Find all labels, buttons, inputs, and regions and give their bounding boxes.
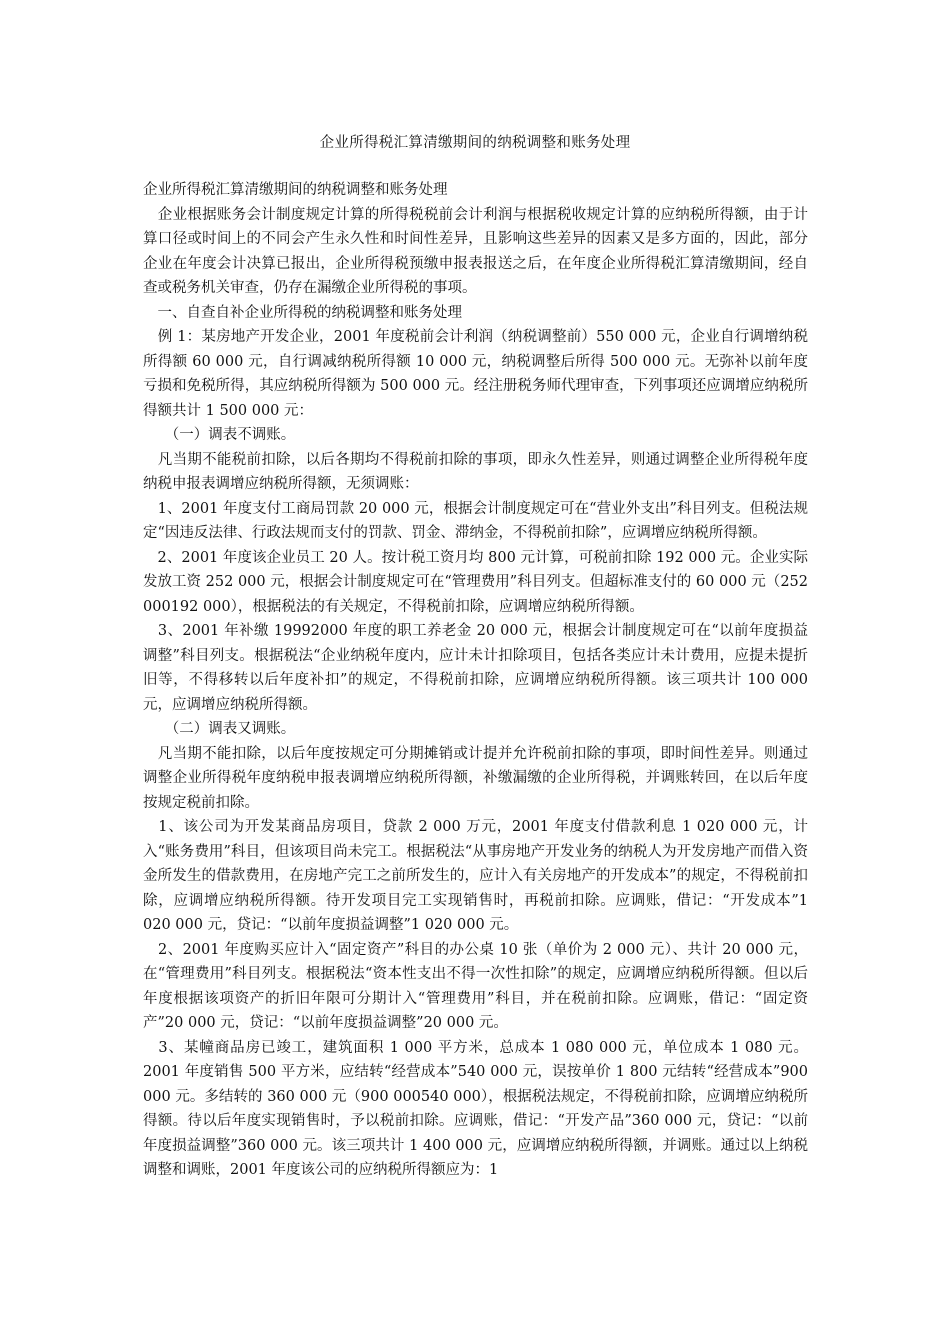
paragraph-sub-1: （一）调表不调账。 <box>143 427 296 443</box>
paragraph-sub-2-desc: 凡当期不能扣除，以后年度按规定可分期摊销或计提并允许税前扣除的事项，即时间性差异。则通过调整企业所得税年度纳税申报表调增应纳税所得额，补缴漏缴的企业所得税，并调账转回，在以后年度按规定税前扣除。 <box>143 745 808 811</box>
document-title: 企业所得税汇算清缴期间的纳税调整和账务处理 <box>319 135 631 151</box>
paragraph-item-2-1: 1、该公司为开发某商品房项目，贷款 2 000 万元，2001 年度支付借款利息 1 020 000 元，计入“账务费用”科目，但该项目尚未完工。根据税法“从事房地产开发业务的纳税人为开发房地产而借入资金所发生的借款费用，在房地产完工之前所发生的，应计入有关房地产的开发成本”的规定，不得税前扣除，应调增应纳税所得额。待开发项目完工实现销售时，再税前扣除。应调账，借记：“开发成本”1 020 000 元，贷记：“以前年度损益调整”1 020 000 元。 <box>143 819 808 933</box>
paragraph-heading: 企业所得税汇算清缴期间的纳税调整和账务处理 <box>143 182 448 198</box>
paragraph-example-1: 例 1：某房地产开发企业，2001 年度税前会计利润（纳税调整前）550 000 元，企业自行调增纳税所得额 60 000 元，自行调减纳税所得额 10 000 元，纳税调整后所得 500 000 元。无弥补以前年度亏损和免税所得，其应纳税所得额为 500 000 元。经注册税务师代理审查，下列事项还应调增应纳税所得额共计 1 500 000 元： <box>143 329 808 419</box>
paragraph-item-2-3: 3、某幢商品房已竣工，建筑面积 1 000 平方米，总成本 1 080 000 元，单位成本 1 080 元。2001 年度销售 500 平方米，应结转“经营成本”540 000 元，误按单价 1 800 元结转“经营成本”900 000 元。多结转的 360 000 元（900 000540 000），根据税法规定，不得税前扣除，应调增应纳税所得额。待以后年度实现销售时，予以税前扣除。应调账，借记：“开发产品”360 000 元，贷记：“以前年度损益调整”360 000 元。该三项共计 1 400 000 元，应调增应纳税所得额，并调账。通过以上纳税调整和调账，2001 年度该公司的应纳税所得额应为：1 <box>143 1039 808 1178</box>
paragraph-sub-2: （二）调表又调账。 <box>143 721 296 737</box>
paragraph-item-1-1: 1、2001 年度支付工商局罚款 20 000 元，根据会计制度规定可在“营业外支出”科目列支。但税法规定“因违反法律、行政法规而支付的罚款、罚金、滞纳金，不得税前扣除”，应调增应纳税所得额。 <box>143 500 808 541</box>
paragraph-item-1-2: 2、2001 年度该企业员工 20 人。按计税工资月均 800 元计算，可税前扣除 192 000 元。企业实际发放工资 252 000 元，根据会计制度规定可在“管理费用”科目列支。但超标准支付的 60 000 元（252 000192 000），根据税法的有关规定，不得税前扣除，应调增应纳税所得额。 <box>143 549 808 615</box>
paragraph-sub-1-desc: 凡当期不能税前扣除，以后各期均不得税前扣除的事项，即永久性差异，则通过调整企业所得税年度纳税申报表调增应纳税所得额，无须调账： <box>143 451 808 492</box>
paragraph-item-1-3: 3、2001 年补缴 19992000 年度的职工养老金 20 000 元，根据会计制度规定可在“以前年度损益调整”科目列支。根据税法“企业纳税年度内，应计未计扣除项目，包括各类应计未计费用，应提未提折旧等，不得移转以后年度补扣”的规定，不得税前扣除，应调增应纳税所得额。该三项共计 100 000 元，应调增应纳税所得额。 <box>143 623 808 713</box>
document-body <box>143 178 808 1183</box>
paragraph-item-2-2: 2、2001 年度购买应计入“固定资产”科目的办公桌 10 张（单价为 2 000 元）、共计 20 000 元，在“管理费用”科目列支。根据税法“资本性支出不得一次性扣除”的规定，应调增应纳税所得额。但以后年度根据该项资产的折旧年限可分期计入“管理费用”科目，并在税前扣除。应调账，借记：“固定资产”20 000 元，贷记：“以前年度损益调整”20 000 元。 <box>143 941 808 1031</box>
paragraph-intro: 企业根据账务会计制度规定计算的所得税税前会计利润与根据税收规定计算的应纳税所得额，由于计算口径或时间上的不同会产生永久性和时间性差异，且影响这些差异的因素又是多方面的，因此，部分企业在年度会计决算已报出，企业所得税预缴申报表报送之后，在年度企业所得税汇算清缴期间，经自查或税务机关审查，仍存在漏缴企业所得税的事项。 <box>143 206 808 296</box>
paragraph-section-1: 一、自查自补企业所得税的纳税调整和账务处理 <box>143 304 462 321</box>
